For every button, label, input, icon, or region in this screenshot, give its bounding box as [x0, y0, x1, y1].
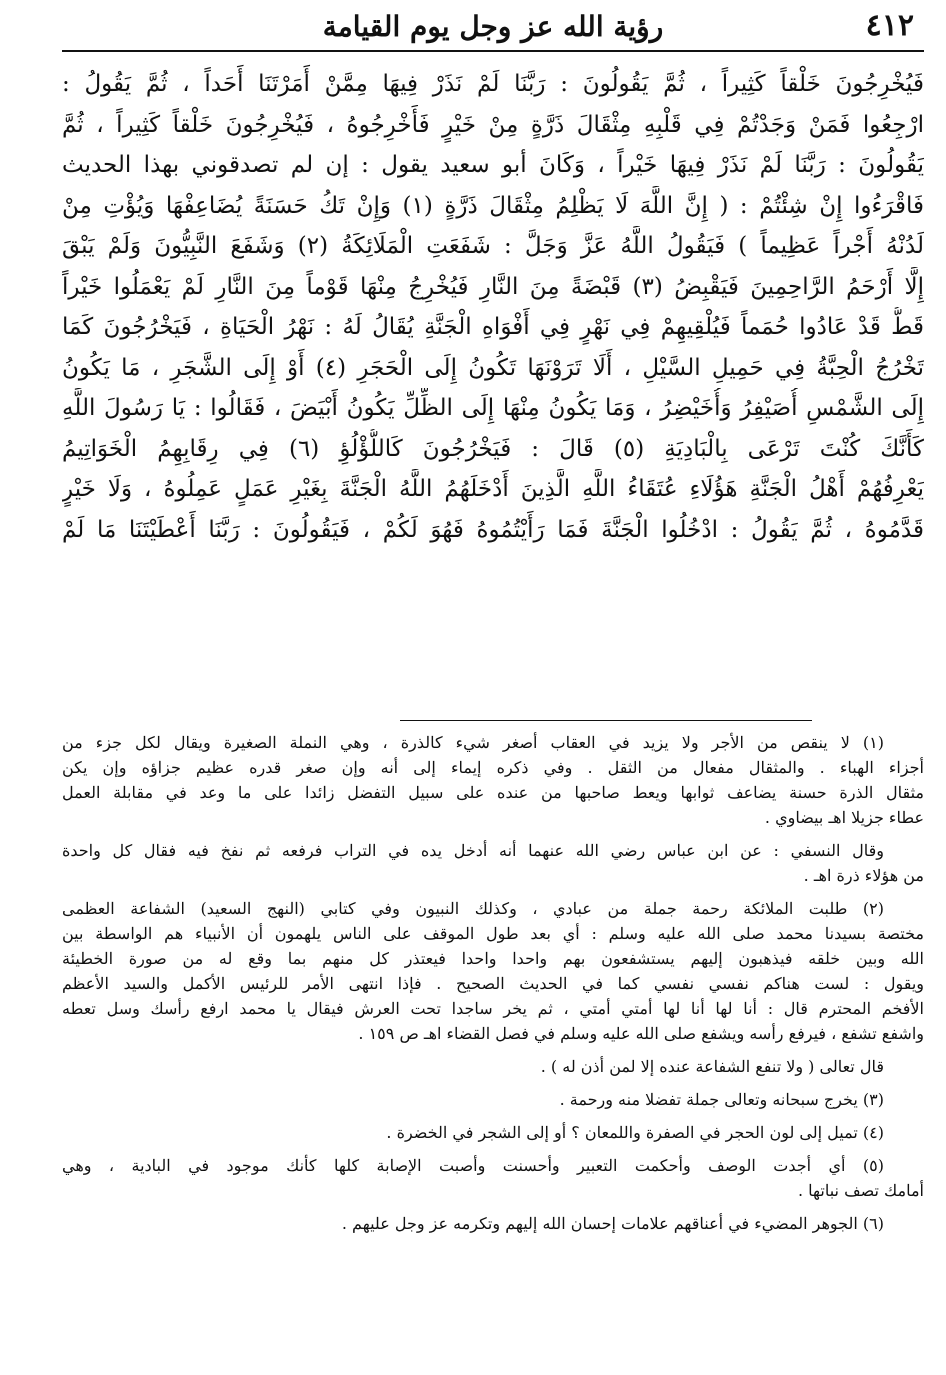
footnote: [62, 896, 924, 1046]
footnote-line: أجزاء الهباء . والمثقال مفعال من الثقل . وفي ذكره إيماء إلى أنه وإن صغر قدره عظيم جزاؤه وإن يكن: [62, 758, 924, 777]
footnote-line: مختصة بسيدنا محمد صلى الله عليه وسلم : أي بعد طول الموقف على الناس يلهمون أن الأنبياء هم الواسطة بين: [62, 924, 924, 943]
footnote-line: من هؤلاء ذرة اهـ .: [803, 866, 924, 885]
footnote-line: (٣) يخرج سبحانه وتعالى جملة تفضلا منه ورحمة .: [559, 1090, 884, 1109]
footnote-line: الله وبين خلقه فيذهبون إليهم يستشفعون بهم واحدا واحدا فيعتذر كل منهم بما وقع له من صورة الخطيئة: [62, 949, 924, 968]
footnote: [62, 1120, 924, 1145]
footnote: [62, 730, 924, 830]
footnote: [62, 1087, 924, 1112]
main-text-line: لَدُنْهُ أَجْراً عَظِيماً ) فَيَقُولُ اللَّهُ عَزَّ وَجَلَّ : شَفَعَتِ الْمَلَائِكَةُ (٢) وَشَفَعَ النَّبِيُّونَ وَلَمْ يَبْقَ: [62, 233, 924, 259]
footnote-line: الأفخم المحترم قال : أنا لها أنا لها أمتي أمتي ، ثم يخر ساجدا تحت العرش فيقال يا محمد ارفع رأسك وسل تعطه: [62, 999, 924, 1018]
main-text-line: تَخْرُجُ الْحِبَّةُ فِي حَمِيلِ السَّيْلِ ، أَلَا تَرَوْنَهَا تَكُونُ إِلَى الْحَجَرِ (٤) أَوْ إِلَى الشَّجَرِ ، مَا يَكُونُ: [62, 354, 924, 381]
footnote-line: وقال النسفي : عن ابن عباس رضي الله عنهما أنه أدخل يده في التراب فرفعه ثم نفخ فيه فقال كل واحدة: [62, 841, 885, 860]
main-text-line: يَعْرِفُهُمْ أَهْلُ الْجَنَّةِ هَؤُلَاءِ عُتَقَاءُ اللَّهِ الَّذِينَ أَدْخَلَهُمُ اللَّهُ الْجَنَّةَ بِغَيْرِ عَمَلٍ عَمِلُوهُ ، وَلَا خَيْرٍ: [62, 476, 924, 502]
footnote-line: (٦) الجوهر المضيء في أعناقهم علامات إحسان الله إليهم وتكرمه عز وجل عليهم .: [341, 1214, 884, 1233]
footnote-line: (٢) طلبت الملائكة رحمة جملة من عبادي ، وكذلك النبيون وفي كتابي (النهج السعيد) الشفاعة العظمى: [62, 899, 884, 918]
running-title: رؤية الله عز وجل يوم القيامة: [322, 10, 664, 43]
main-text-line: قَطُّ قَدْ عَادُوا حُمَماً فَيُلْقِيهِمْ فِي نَهْرٍ فِي أَفْوَاهِ الْجَنَّةِ يُقَالُ لَهُ : نَهْرُ الْحَيَاةِ ، فَيَخْرُجُونَ كَمَا: [62, 314, 924, 340]
footnote-line: (٤) تميل إلى لون الحجر في الصفرة واللمعان ؟ أو إلى الشجر في الخضرة .: [386, 1123, 884, 1142]
footnote-line: (١) لا ينقص من الأجر ولا يزيد في العقاب أصغر شيء كالذرة ، وهي النملة الصغيرة ويقال لكل جزء من: [62, 733, 884, 752]
footnote-line: واشفع تشفع ، فيرفع رأسه ويشفع صلى الله عليه وسلم في فصل القضاء اهـ ص ١٥٩ .: [358, 1024, 924, 1043]
main-text-line: إِلَّا أَرْحَمُ الرَّاحِمِينَ فَيَقْبِضُ (٣) قَبْضَةً مِنَ النَّارِ فَيُخْرِجُ مِنْهَا قَوْماً مِنَ النَّارِ لَمْ يَعْمَلُوا خَيْراً: [62, 273, 924, 300]
footnote: [62, 1211, 924, 1236]
main-text-line: كَأَنَّكَ كُنْتَ تَرْعَى بِالْبَادِيَةِ (٥) قَالَ : فَيَخْرُجُونَ كَاللُّؤْلُؤِ (٦) فِي رِقَابِهِمُ الْخَوَاتِيمُ: [62, 435, 924, 462]
main-text-line: فَيُخْرِجُونَ خَلْقاً كَثِيراً ، ثُمَّ يَقُولُونَ : رَبَّنَا لَمْ نَذَرْ فِيهَا مِمَّنْ أَمَرْتَنَا أَحَداً ، ثُمَّ يَقُولُ :: [62, 71, 924, 97]
page-header: [62, 6, 924, 46]
main-text-line: يَقُولُونَ : رَبَّنَا لَمْ نَذَرْ فِيهَا خَيْراً ، وَكَانَ أبو سعيد يقول : إن لم تصدقوني بهذا الحديث: [62, 152, 924, 178]
footnote-line: مثقال الذرة حسنة يضاعف ثوابها ويعط صاحبها من عنده على سبيل التفضل زائدا على ما وعد في مقابلة العمل: [62, 783, 924, 802]
footnote: [62, 1054, 924, 1079]
main-text-line: فَاقْرَءُوا إِنْ شِئْتُمْ : ( إِنَّ اللَّهَ لَا يَظْلِمُ مِثْقَالَ ذَرَّةٍ (١) وَإِنْ تَكُ حَسَنَةً يُضَاعِفْهَا وَيُؤْتِ مِنْ: [62, 192, 924, 219]
footnote: [62, 1153, 924, 1203]
footnote-line: (٥) أي أجدت الوصف وأحكمت التعبير وأحسنت وأصبت الإصابة كلها كأنك موجود في البادية ، وهي: [62, 1156, 885, 1175]
main-text-line: إِلَى الشَّمْسِ أُصَيْفِرُ وَأُخَيْضِرُ ، وَمَا يَكُونُ مِنْهَا إِلَى الظِّلِّ يَكُونُ أَبْيَضَ ، فَقَالُوا : يَا رَسُولَ اللَّهِ: [62, 395, 924, 421]
main-text-line: ارْجِعُوا فَمَنْ وَجَدْتُمْ فِي قَلْبِهِ مِثْقَالَ ذَرَّةٍ مِنْ خَيْرٍ فَأَخْرِجُوهُ ، فَيُخْرِجُونَ خَلْقاً كَثِيراً ، ثُمَّ: [62, 111, 924, 138]
footnote-line: ويقول : لست هناكم نفسي نفسي كما في الحديث الصحيح . فإذا انتهى الأمر للرئيس الأكمل والسيد الأعظم: [62, 974, 924, 993]
footnote-line: قال تعالى ( ولا تنفع الشفاعة عنده إلا لمن أذن له ) .: [540, 1057, 884, 1076]
main-text: [62, 64, 924, 550]
footnote-separator: [400, 720, 812, 721]
footnote: [62, 838, 924, 888]
page-number: ٤١٢: [865, 8, 914, 43]
footnote-line: أمامك تصف نباتها .: [797, 1181, 924, 1200]
header-rule: [62, 50, 924, 52]
footnotes: [62, 730, 924, 1244]
footnote-line: عطاء جزيلا اهـ بيضاوي .: [764, 808, 924, 827]
main-text-line: قَدَّمُوهُ ، ثُمَّ يَقُولُ : ادْخُلُوا الْجَنَّةَ فَمَا رَأَيْتُمُوهُ فَهُوَ لَكُمْ ، فَيَقُولُونَ : رَبَّنَا أَعْطَيْتَنَا مَا لَمْ: [62, 516, 924, 543]
